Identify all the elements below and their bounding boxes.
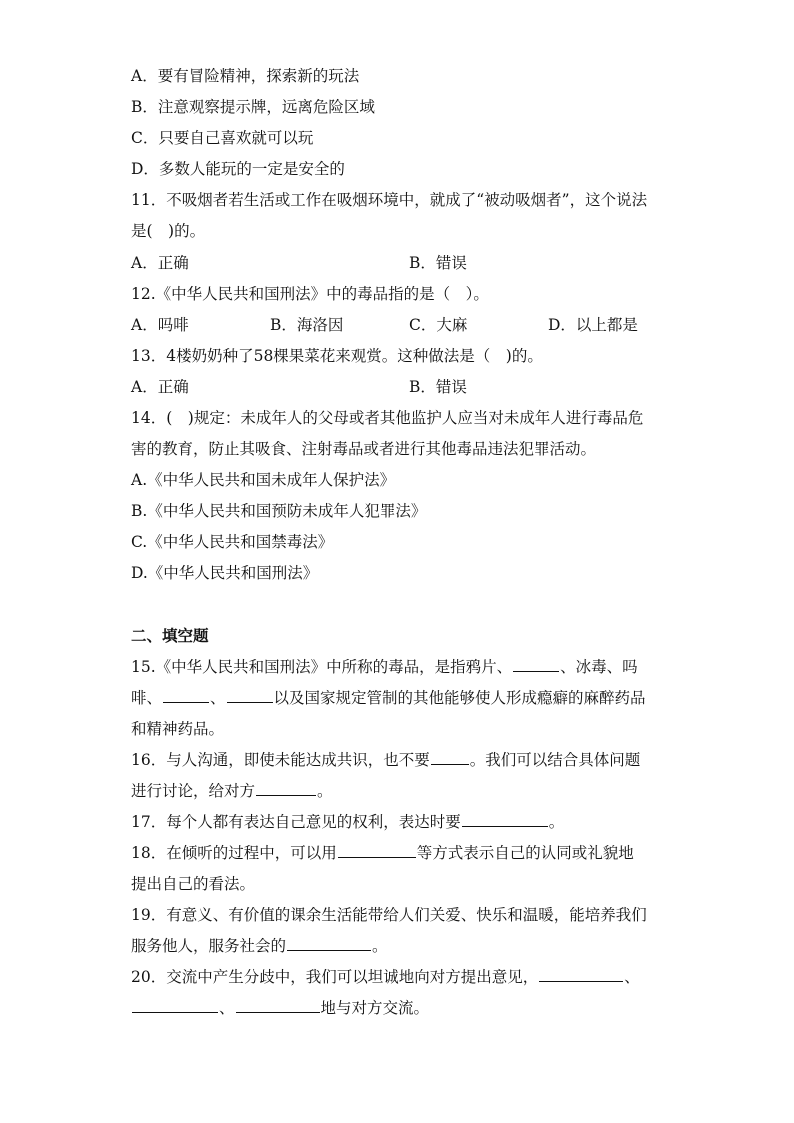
q15-line3: 和精神药品。 [131, 720, 225, 738]
q10-option-c: C．只要自己喜欢就可以玩 [131, 129, 314, 147]
q17-blank-1[interactable] [462, 812, 548, 827]
q18-text-2: 等方式表示自己的认同或礼貌地 [416, 844, 634, 862]
q20-blank-1[interactable] [539, 967, 623, 982]
q20-blank-3[interactable] [236, 998, 320, 1013]
q16-line2 [131, 781, 333, 801]
q14-stem-line1: 14．( )规定：未成年人的父母或者其他监护人应当对未成年人进行毒品危 [131, 409, 644, 427]
q11-option-b: B．错误 [409, 254, 467, 272]
q10-option-a: A．要有冒险精神，探索新的玩法 [131, 67, 360, 85]
q19-text-2: 。 [372, 937, 388, 955]
q11-stem-line2: 是( )的。 [131, 222, 206, 240]
q19-blank-1[interactable] [287, 936, 371, 951]
q15-text-3: 啡、 [131, 689, 163, 707]
q16-line1 [131, 750, 640, 770]
q14-option-d: D.《中华人民共和国刑法》 [131, 564, 319, 582]
section-title-fill-in: 二、填空题 [131, 626, 209, 645]
q16-blank-1[interactable] [431, 750, 469, 765]
q12-option-c: C．大麻 [409, 316, 468, 334]
q18-line2: 提出自己的看法。 [131, 875, 256, 893]
q19-text-1: 服务他人，服务社会的 [131, 937, 287, 955]
q13-option-b: B．错误 [409, 378, 467, 396]
q17-text-2: 。 [548, 813, 565, 831]
q12-option-b: B．海洛因 [270, 316, 344, 334]
q20-text-2: 、 [624, 968, 640, 986]
q16-text-3: 进行讨论，给对方 [131, 782, 256, 800]
q14-option-b: B.《中华人民共和国预防未成年人犯罪法》 [131, 502, 427, 520]
q15-text-2: 、冰毒、吗 [560, 658, 638, 676]
q15-line2 [131, 688, 646, 708]
q11-stem-line1: 11．不吸烟者若生活或工作在吸烟环境中，就成了“被动吸烟者”，这个说法 [131, 191, 648, 209]
q17-line1 [131, 812, 564, 832]
q16-text-4: 。 [317, 782, 333, 800]
q10-option-d: D．多数人能玩的一定是安全的 [131, 160, 345, 178]
q19-line1: 19．有意义、有价值的课余生活能带给人们关爱、快乐和温暖，能培养我们 [131, 906, 647, 924]
q20-text-3: 、 [219, 999, 235, 1017]
q14-option-c: C.《中华人民共和国禁毒法》 [131, 533, 334, 551]
q15-blank-1[interactable] [513, 657, 559, 672]
q20-line2 [131, 998, 429, 1018]
q13-stem: 13．4楼奶奶种了58棵果菜花来观赏。这种做法是（ )的。 [131, 347, 543, 365]
q16-blank-2[interactable] [256, 781, 316, 796]
q17-text-1: 17．每个人都有表达自己意见的权利，表达时要 [131, 813, 461, 831]
q11-option-a: A．正确 [131, 254, 189, 272]
q15-line1 [131, 657, 638, 677]
q15-text-1: 15.《中华人民共和国刑法》中所称的毒品，是指鸦片、 [131, 658, 513, 676]
q10-option-b: B．注意观察提示牌，远离危险区域 [131, 98, 375, 116]
q20-text-4: 地与对方交流。 [320, 999, 430, 1017]
q20-blank-2[interactable] [132, 998, 218, 1013]
q12-option-d: D．以上都是 [548, 316, 638, 334]
q20-text-1: 20．交流中产生分歧中，我们可以坦诚地向对方提出意见， [131, 968, 539, 986]
q18-text-1: 18．在倾听的过程中，可以用 [131, 844, 337, 862]
q16-text-2: 。我们可以结合具体问题 [469, 751, 641, 769]
q15-blank-2[interactable] [163, 688, 209, 703]
q15-blank-3[interactable] [227, 688, 273, 703]
q16-text-1: 16．与人沟通，即使未能达成共识，也不要 [131, 751, 430, 769]
q19-line2 [131, 936, 388, 956]
q13-option-a: A．正确 [131, 378, 189, 396]
q15-text-4: 、 [210, 689, 226, 707]
q18-blank-1[interactable] [338, 843, 416, 858]
q14-stem-line2: 害的教育，防止其吸食、注射毒品或者进行其他毒品违法犯罪活动。 [131, 440, 597, 458]
q18-line1 [131, 843, 634, 863]
q20-line1 [131, 967, 640, 987]
q12-option-a: A．吗啡 [131, 316, 189, 334]
q12-stem: 12.《中华人民共和国刑法》中的毒品指的是（ ）。 [131, 285, 489, 303]
q14-option-a: A.《中华人民共和国未成年人保护法》 [131, 471, 396, 489]
q15-text-5: 以及国家规定管制的其他能够使人形成瘾癖的麻醉药品 [273, 689, 646, 707]
